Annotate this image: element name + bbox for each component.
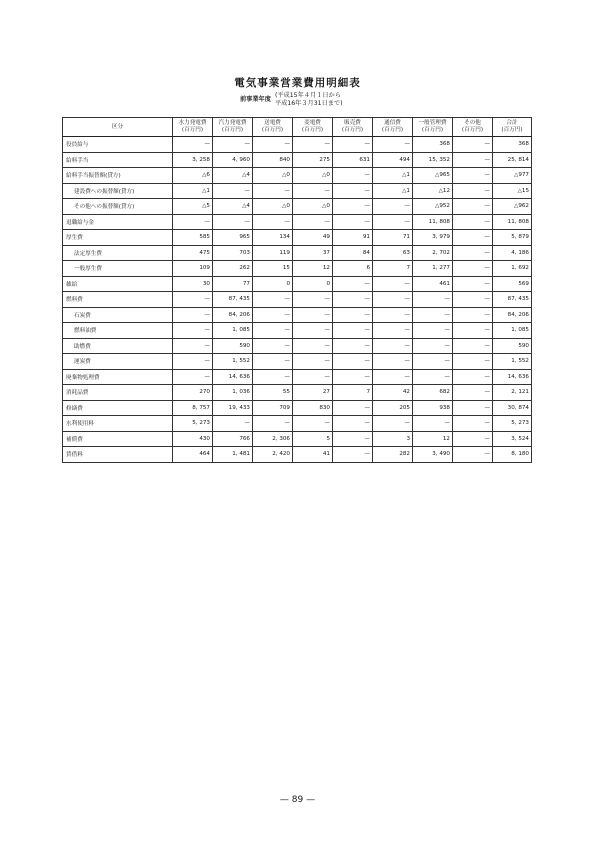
period-to: 平成16年３月31日まで) xyxy=(274,100,343,107)
table-row xyxy=(63,292,532,308)
table-row xyxy=(63,152,532,168)
table-cell: 590 xyxy=(493,338,532,354)
table-cell: 15 xyxy=(253,261,293,277)
table-cell: 938 xyxy=(413,400,453,416)
table-cell: — xyxy=(253,354,293,370)
table-cell: — xyxy=(333,214,373,230)
column-header xyxy=(373,118,413,137)
row-label: 燃料費 xyxy=(63,292,173,308)
table-header-row xyxy=(63,118,532,137)
table-cell: — xyxy=(293,137,333,153)
table-cell: 2, 702 xyxy=(413,245,453,261)
table-cell: — xyxy=(453,307,493,323)
table-row xyxy=(63,323,532,339)
table-cell: — xyxy=(413,292,453,308)
table-cell: 37 xyxy=(293,245,333,261)
table-cell: — xyxy=(453,199,493,215)
row-label: 役員給与 xyxy=(63,137,173,153)
row-label: 石炭費 xyxy=(63,307,173,323)
table-cell: — xyxy=(413,307,453,323)
table-cell: — xyxy=(293,354,333,370)
table-cell: △15 xyxy=(493,183,532,199)
table-cell: △952 xyxy=(413,199,453,215)
table-cell: — xyxy=(453,354,493,370)
column-header-name: 汽力発電費 xyxy=(218,120,247,126)
table-cell: — xyxy=(333,431,373,447)
table-cell: 8, 757 xyxy=(173,400,213,416)
table-row xyxy=(63,447,532,463)
column-header-unit: (百万円) xyxy=(381,127,404,133)
table-row xyxy=(63,168,532,184)
period-label: 前事業年度 xyxy=(240,96,271,103)
table-row xyxy=(63,276,532,292)
table-cell: — xyxy=(293,307,333,323)
table-cell: — xyxy=(333,354,373,370)
page-title: 電気事業営業費用明細表 xyxy=(234,77,361,89)
table-row xyxy=(63,400,532,416)
column-header-unit: (百万円) xyxy=(461,127,484,133)
column-header-name: 一般管理費 xyxy=(418,120,447,126)
table-cell: — xyxy=(453,416,493,432)
table-cell: 12 xyxy=(413,431,453,447)
table-cell: — xyxy=(213,137,253,153)
table-cell: — xyxy=(373,276,413,292)
table-cell: 1, 036 xyxy=(213,385,253,401)
table-cell: 475 xyxy=(173,245,213,261)
row-label: その他への振替額(貸方) xyxy=(63,199,173,215)
column-header-name: 販売費 xyxy=(344,120,361,126)
table-cell: △0 xyxy=(253,199,293,215)
table-cell: 2, 121 xyxy=(493,385,532,401)
column-header xyxy=(453,118,493,137)
table-cell: — xyxy=(213,214,253,230)
table-cell: 4, 960 xyxy=(213,152,253,168)
table-cell: — xyxy=(453,230,493,246)
table-cell: — xyxy=(173,338,213,354)
column-header-name: その他 xyxy=(464,120,481,126)
column-header-unit: (百万円) xyxy=(301,127,324,133)
table-cell: 270 xyxy=(173,385,213,401)
table-cell: — xyxy=(373,292,413,308)
table-cell: — xyxy=(453,292,493,308)
table-cell: — xyxy=(413,369,453,385)
table-cell: — xyxy=(453,338,493,354)
table-row xyxy=(63,183,532,199)
table-cell: 1, 085 xyxy=(493,323,532,339)
table-cell: — xyxy=(333,276,373,292)
table-cell: — xyxy=(373,323,413,339)
table-cell: — xyxy=(293,416,333,432)
table-cell: △0 xyxy=(293,168,333,184)
row-label: 給料手当振替額(貸方) xyxy=(63,168,173,184)
table-cell: 590 xyxy=(213,338,253,354)
table-cell: 2, 420 xyxy=(253,447,293,463)
table-cell: — xyxy=(333,292,373,308)
table-row xyxy=(63,199,532,215)
table-cell: 494 xyxy=(373,152,413,168)
table-row xyxy=(63,230,532,246)
table-cell: 1, 692 xyxy=(493,261,532,277)
table-cell: — xyxy=(333,400,373,416)
table-cell: 840 xyxy=(253,152,293,168)
table-cell: — xyxy=(253,307,293,323)
table-cell: △962 xyxy=(493,199,532,215)
table-cell: △977 xyxy=(493,168,532,184)
row-label: 補償費 xyxy=(63,431,173,447)
column-header xyxy=(333,118,373,137)
table-cell: — xyxy=(333,338,373,354)
table-cell: — xyxy=(413,338,453,354)
table-cell: — xyxy=(453,369,493,385)
table-cell: 368 xyxy=(493,137,532,153)
table-cell: 1, 552 xyxy=(493,354,532,370)
table-cell: — xyxy=(293,183,333,199)
page-number: — 89 — xyxy=(279,795,316,805)
table-cell: — xyxy=(213,416,253,432)
table-cell: 3, 258 xyxy=(173,152,213,168)
table-cell: 7 xyxy=(333,385,373,401)
table-cell: — xyxy=(253,323,293,339)
table-cell: △965 xyxy=(413,168,453,184)
table-cell: 42 xyxy=(373,385,413,401)
table-cell: 205 xyxy=(373,400,413,416)
table-cell: 91 xyxy=(333,230,373,246)
column-header xyxy=(213,118,253,137)
table-cell: — xyxy=(413,416,453,432)
table-cell: 5, 273 xyxy=(173,416,213,432)
table-cell: — xyxy=(173,323,213,339)
table-cell: — xyxy=(173,307,213,323)
table-cell: — xyxy=(253,338,293,354)
table-row xyxy=(63,385,532,401)
table-cell: 3 xyxy=(373,431,413,447)
table-cell: — xyxy=(333,307,373,323)
table-cell: 14, 636 xyxy=(493,369,532,385)
period-range xyxy=(275,92,343,108)
table-cell: — xyxy=(333,137,373,153)
table-cell: — xyxy=(333,369,373,385)
table-cell: 275 xyxy=(293,152,333,168)
row-label: 雑給 xyxy=(63,276,173,292)
table-cell: 11, 808 xyxy=(493,214,532,230)
table-cell: — xyxy=(373,416,413,432)
column-header-category xyxy=(63,118,173,137)
table-cell: 0 xyxy=(253,276,293,292)
table-cell: — xyxy=(253,416,293,432)
table-cell: 30 xyxy=(173,276,213,292)
table-cell: △5 xyxy=(173,199,213,215)
table-cell: 109 xyxy=(173,261,213,277)
table-cell: 3, 524 xyxy=(493,431,532,447)
table-cell: 7 xyxy=(373,261,413,277)
table-row xyxy=(63,416,532,432)
table-row xyxy=(63,338,532,354)
table-cell: △12 xyxy=(413,183,453,199)
table-body xyxy=(63,137,532,463)
table-cell: 87, 435 xyxy=(493,292,532,308)
table-cell: — xyxy=(213,183,253,199)
table-cell: — xyxy=(293,338,333,354)
table-cell: 965 xyxy=(213,230,253,246)
table-cell: 3, 979 xyxy=(413,230,453,246)
fiscal-period xyxy=(240,92,343,108)
column-header-unit: (百万円) xyxy=(261,127,284,133)
period-from: (平成15年４月１日から xyxy=(274,92,341,99)
table-cell: — xyxy=(453,276,493,292)
table-cell: — xyxy=(253,369,293,385)
column-header-unit: (百万円) xyxy=(341,127,364,133)
table-cell: 464 xyxy=(173,447,213,463)
column-header-name: 合計 xyxy=(506,120,518,126)
table-cell: 3, 490 xyxy=(413,447,453,463)
table-cell: — xyxy=(453,261,493,277)
table-cell: 84, 206 xyxy=(213,307,253,323)
table-cell: 49 xyxy=(293,230,333,246)
table-cell: 585 xyxy=(173,230,213,246)
row-label: 助燃費 xyxy=(63,338,173,354)
column-header-name: 水力発電費 xyxy=(178,120,207,126)
table-cell: 1, 481 xyxy=(213,447,253,463)
table-cell: 4, 186 xyxy=(493,245,532,261)
row-label: 一般厚生費 xyxy=(63,261,173,277)
table-cell: 15, 352 xyxy=(413,152,453,168)
table-row xyxy=(63,137,532,153)
column-header-name: 区分 xyxy=(111,123,124,130)
table-cell: — xyxy=(253,214,293,230)
table-cell: 134 xyxy=(253,230,293,246)
row-label: 建設費への振替額(貸方) xyxy=(63,183,173,199)
table-cell: — xyxy=(373,307,413,323)
table-cell: 84, 206 xyxy=(493,307,532,323)
table-cell: 709 xyxy=(253,400,293,416)
column-header-name: 通信費 xyxy=(384,120,401,126)
table-cell: — xyxy=(293,323,333,339)
table-cell: — xyxy=(453,400,493,416)
row-label: 退職給与金 xyxy=(63,214,173,230)
table-cell: 30, 874 xyxy=(493,400,532,416)
table-row xyxy=(63,214,532,230)
row-label: 燃料油費 xyxy=(63,323,173,339)
column-header-unit: (百万円) xyxy=(221,127,244,133)
table-cell: — xyxy=(253,183,293,199)
table-cell: 12 xyxy=(293,261,333,277)
table-cell: — xyxy=(173,354,213,370)
table-cell: — xyxy=(453,385,493,401)
row-label: 厚生費 xyxy=(63,230,173,246)
table-cell: — xyxy=(453,245,493,261)
table-cell: 2, 306 xyxy=(253,431,293,447)
table-cell: 5, 879 xyxy=(493,230,532,246)
table-cell: 19, 433 xyxy=(213,400,253,416)
table-cell: — xyxy=(293,292,333,308)
table-cell: △0 xyxy=(293,199,333,215)
table-row xyxy=(63,261,532,277)
row-label: 修繕費 xyxy=(63,400,173,416)
table-cell: 8, 180 xyxy=(493,447,532,463)
table-cell: 77 xyxy=(213,276,253,292)
table-cell: 766 xyxy=(213,431,253,447)
table-cell: 5 xyxy=(293,431,333,447)
table-cell: — xyxy=(373,369,413,385)
table-cell: 1, 085 xyxy=(213,323,253,339)
table-cell: 262 xyxy=(213,261,253,277)
column-header-unit: (百万円) xyxy=(181,127,204,133)
table-cell: 1, 552 xyxy=(213,354,253,370)
table-cell: 631 xyxy=(333,152,373,168)
table-cell: — xyxy=(453,152,493,168)
table-cell: — xyxy=(333,416,373,432)
row-label: 賃借料 xyxy=(63,447,173,463)
table-cell: 830 xyxy=(293,400,333,416)
row-label: 法定厚生費 xyxy=(63,245,173,261)
table-cell: — xyxy=(373,214,413,230)
table-cell: — xyxy=(453,447,493,463)
table-cell: 5, 273 xyxy=(493,416,532,432)
column-header xyxy=(493,118,532,137)
column-header-unit: (百万円) xyxy=(501,127,523,133)
table-cell: 1, 277 xyxy=(413,261,453,277)
table-cell: — xyxy=(253,137,293,153)
table-cell: — xyxy=(373,137,413,153)
row-label: 給料手当 xyxy=(63,152,173,168)
table-cell: 6 xyxy=(333,261,373,277)
table-cell: — xyxy=(173,137,213,153)
table-cell: 25, 814 xyxy=(493,152,532,168)
table-cell: 0 xyxy=(293,276,333,292)
table-cell: — xyxy=(413,323,453,339)
table-cell: — xyxy=(293,214,333,230)
table-cell: — xyxy=(453,183,493,199)
column-header-unit: (百万円) xyxy=(421,127,444,133)
table-cell: 11, 808 xyxy=(413,214,453,230)
row-label: 運炭費 xyxy=(63,354,173,370)
table-cell: △1 xyxy=(373,168,413,184)
table-cell: 14, 636 xyxy=(213,369,253,385)
column-header xyxy=(293,118,333,137)
table-row xyxy=(63,369,532,385)
table-cell: — xyxy=(453,323,493,339)
row-label: 水利使用料 xyxy=(63,416,173,432)
table-cell: — xyxy=(373,354,413,370)
table-cell: 569 xyxy=(493,276,532,292)
table-cell: 430 xyxy=(173,431,213,447)
table-cell: — xyxy=(373,338,413,354)
table-cell: 119 xyxy=(253,245,293,261)
table-cell: △4 xyxy=(213,168,253,184)
table-cell: 282 xyxy=(373,447,413,463)
table-cell: — xyxy=(333,323,373,339)
table-cell: 368 xyxy=(413,137,453,153)
table-cell: — xyxy=(293,369,333,385)
table-cell: 71 xyxy=(373,230,413,246)
table-cell: 682 xyxy=(413,385,453,401)
table-cell: △0 xyxy=(253,168,293,184)
table-cell: △6 xyxy=(173,168,213,184)
expense-detail-table xyxy=(62,117,532,463)
table-cell: — xyxy=(333,183,373,199)
table-row xyxy=(63,354,532,370)
column-header xyxy=(253,118,293,137)
table-cell: — xyxy=(253,292,293,308)
table-cell: — xyxy=(173,292,213,308)
table-row xyxy=(63,307,532,323)
table-cell: — xyxy=(333,199,373,215)
table-cell: — xyxy=(453,168,493,184)
table-cell: — xyxy=(333,447,373,463)
table-cell: 41 xyxy=(293,447,333,463)
table-row xyxy=(63,431,532,447)
column-header-name: 送電費 xyxy=(264,120,281,126)
table-cell: △4 xyxy=(213,199,253,215)
table-cell: — xyxy=(333,168,373,184)
table-row xyxy=(63,245,532,261)
table-cell: — xyxy=(453,214,493,230)
table-cell: 63 xyxy=(373,245,413,261)
table-cell: — xyxy=(373,199,413,215)
column-header-name: 変電費 xyxy=(304,120,321,126)
table-cell: — xyxy=(413,354,453,370)
row-label: 廃棄物処理費 xyxy=(63,369,173,385)
table-cell: — xyxy=(173,214,213,230)
table-cell: 703 xyxy=(213,245,253,261)
table-cell: 27 xyxy=(293,385,333,401)
table-cell: — xyxy=(173,369,213,385)
table-cell: 87, 435 xyxy=(213,292,253,308)
table-cell: — xyxy=(453,431,493,447)
table-cell: — xyxy=(453,137,493,153)
table-cell: 84 xyxy=(333,245,373,261)
table-cell: △1 xyxy=(373,183,413,199)
table-cell: 461 xyxy=(413,276,453,292)
column-header xyxy=(173,118,213,137)
table-cell: 55 xyxy=(253,385,293,401)
column-header xyxy=(413,118,453,137)
row-label: 消耗品費 xyxy=(63,385,173,401)
table-cell: △1 xyxy=(173,183,213,199)
